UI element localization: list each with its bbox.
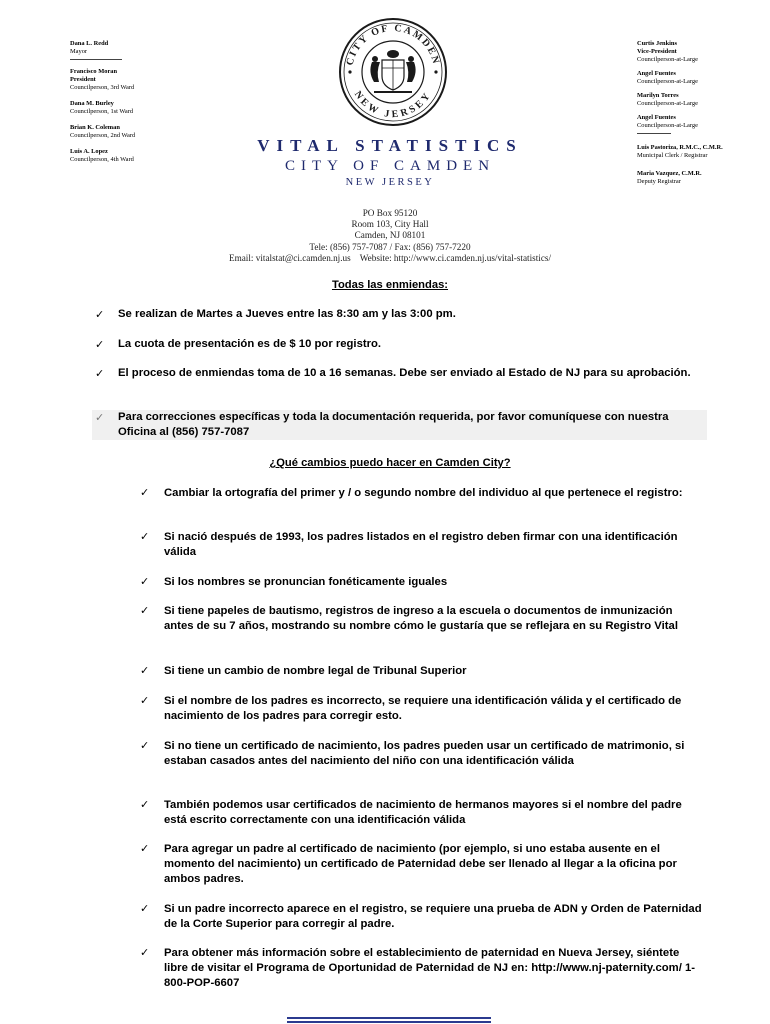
list-item (95, 307, 707, 322)
seal-top-text: CITY OF CAMDEN (344, 22, 442, 67)
official-title: Mayor (70, 48, 88, 55)
official-entry (637, 144, 765, 160)
official-title: Councilperson, 4th Ward (70, 156, 134, 163)
official-name: Luis Pastoriza, R.M.C., C.M.R. (637, 144, 723, 151)
list-item (140, 902, 705, 932)
list-item-text: Para correcciones específicas y toda la documentación requerida, por favor comuníquese con nuestra Oficina al (856) 757-7087 (118, 411, 669, 438)
state-subtitle: NEW JERSEY (345, 177, 435, 188)
city-seal-logo (338, 14, 448, 130)
checkmark-icon: ✓ (140, 694, 150, 707)
list-item (140, 694, 705, 724)
official-entry (637, 40, 765, 64)
official-title: Councilperson-at-Large (637, 78, 698, 85)
list-item-text: Cambiar la ortografía del primer y / o segundo nombre del individuo al que pertenece el registro: (164, 487, 683, 499)
list-item (95, 337, 707, 352)
official-title: Councilperson, 3rd Ward (70, 84, 135, 91)
official-name: Brian K. Coleman (70, 124, 120, 131)
official-title: Municipal Clerk / Registrar (637, 152, 708, 159)
list-item-text: Si no tiene un certificado de nacimiento, los padres pueden usar un certificado de matrimonio, si estaban casados antes del nacimiento del niño con una identificación válida (164, 740, 685, 767)
checkmark-icon: ✓ (140, 946, 150, 959)
divider (70, 59, 122, 60)
official-title: Councilperson, 1st Ward (70, 108, 134, 115)
official-title: Councilperson-at-Large (637, 56, 698, 63)
footer-divider (287, 1021, 491, 1023)
official-title: President (70, 76, 96, 83)
official-name: Francisco Moran (70, 68, 118, 75)
list-item-text: Si tiene papeles de bautismo, registros de ingreso a la escuela o documentos de inmunización antes de su 7 años, mostrando su nombre cómo le gustaría que se reflejara en su Registro Vital (164, 605, 678, 632)
list-item (140, 739, 705, 769)
page-title: VITAL STATISTICS (257, 136, 523, 155)
list-item-text: Si el nombre de los padres es incorrecto, se requiere una identificación válida y el certificado de nacimiento de los padres para corregir esto. (164, 695, 682, 722)
list-item-text: Si los nombres se pronuncian fonéticamente iguales (164, 576, 448, 588)
list-item (140, 664, 705, 679)
official-name: Luis A. Lopez (70, 148, 108, 155)
official-entry (637, 170, 765, 186)
list-item-text: Para agregar un padre al certificado de nacimiento (por ejemplo, si uno estaba ausente en el momento del nacimiento) un certificado de Paternidad debe ser llenado al llegar a la oficina por ambos padres. (164, 843, 677, 885)
official-name: Dana L. Redd (70, 40, 109, 47)
official-name: Angel Fuentes (637, 70, 676, 77)
seal-bottom-text: NEW JERSEY (351, 89, 435, 121)
footer-divider (287, 1017, 491, 1019)
official-entry (637, 114, 765, 134)
list-item-text: Si tiene un cambio de nombre legal de Tribunal Superior (164, 665, 467, 677)
checkmark-icon: ✓ (140, 604, 150, 617)
checkmark-icon: ✓ (140, 664, 150, 677)
official-name: Curtis Jenkins (637, 40, 677, 47)
list-item-text: Si un padre incorrecto aparece en el registro, se requiere una prueba de ADN y Orden de Paternidad de la Corte Superior para corregir al padre. (164, 903, 702, 930)
list-item (140, 798, 705, 828)
email-website-line: Email: vitalstat@ci.camden.nj.us Website: http://www.ci.camden.nj.us/vital-statistics/ (228, 252, 552, 263)
official-entry (70, 68, 230, 92)
checkmark-icon: ✓ (140, 486, 150, 499)
address-line: Room 103, City Hall (351, 219, 429, 230)
list-item-text: El proceso de enmiendas toma de 10 a 16 semanas. Debe ser enviado al Estado de NJ para su aprobación. (118, 367, 691, 379)
checkmark-icon: ✓ (140, 575, 150, 588)
contact-address-block (150, 208, 630, 264)
checkmark-icon: ✓ (95, 411, 105, 424)
official-title: Deputy Registrar (637, 178, 681, 185)
official-title: Councilperson, 2nd Ward (70, 132, 136, 139)
list-item (140, 486, 705, 501)
phone-fax-line: Tele: (856) 757-7087 / Fax: (856) 757-7220 (309, 241, 471, 252)
list-item-text: Si nació después de 1993, los padres listados en el registro deben firmar con una identificación válida (164, 531, 678, 558)
list-item-text: Se realizan de Martes a Jueves entre las 8:30 am y las 3:00 pm. (118, 308, 456, 320)
divider (637, 133, 671, 134)
list-item (140, 946, 705, 990)
checkmark-icon: ✓ (140, 842, 150, 855)
list-item (95, 366, 707, 381)
checkmark-icon: ✓ (95, 308, 105, 321)
checkmark-icon: ✓ (95, 367, 105, 380)
official-name: Marilyn Torres (637, 92, 679, 99)
official-entry (637, 70, 765, 86)
list-item (140, 604, 705, 634)
checkmark-icon: ✓ (140, 530, 150, 543)
official-entry (70, 40, 230, 60)
checkmark-icon: ✓ (140, 902, 150, 915)
official-name: Angel Fuentes (637, 114, 676, 121)
city-subtitle: CITY OF CAMDEN (284, 158, 496, 174)
list-item (140, 842, 705, 886)
right-officials-list (637, 40, 765, 194)
official-title: Councilperson-at-Large (637, 100, 698, 107)
list-item (140, 575, 705, 590)
section-heading-changes: ¿Qué cambios puedo hacer en Camden City? (269, 457, 511, 469)
address-line: PO Box 95120 (362, 208, 418, 218)
section-heading-amendments: Todas las enmiendas: (331, 279, 449, 291)
official-entry (637, 92, 765, 108)
address-line: Camden, NJ 08101 (354, 230, 426, 241)
official-name: Maria Vazquez, C.M.R. (637, 170, 702, 177)
checkmark-icon: ✓ (95, 338, 105, 351)
official-title: Councilperson-at-Large (637, 122, 698, 129)
list-item (140, 530, 705, 560)
official-entry (70, 100, 230, 116)
checkmark-icon: ✓ (140, 739, 150, 752)
official-name: Dana M. Burley (70, 100, 114, 107)
list-item-text: La cuota de presentación es de $ 10 por registro. (118, 338, 382, 350)
official-title: Vice-President (637, 48, 677, 55)
list-item-text: También podemos usar certificados de nacimiento de hermanos mayores si el nombre del padre está escrito correctamente con una identificación válida (164, 799, 682, 826)
list-item (92, 410, 707, 440)
checkmark-icon: ✓ (140, 798, 150, 811)
list-item-text: Para obtener más información sobre el establecimiento de paternidad en Nueva Jersey, siéntete libre de visitar el Programa de Oportunidad de Paternidad de NJ en: http://www.nj-paternity.com/ 1-800-POP-6607 (164, 947, 696, 989)
